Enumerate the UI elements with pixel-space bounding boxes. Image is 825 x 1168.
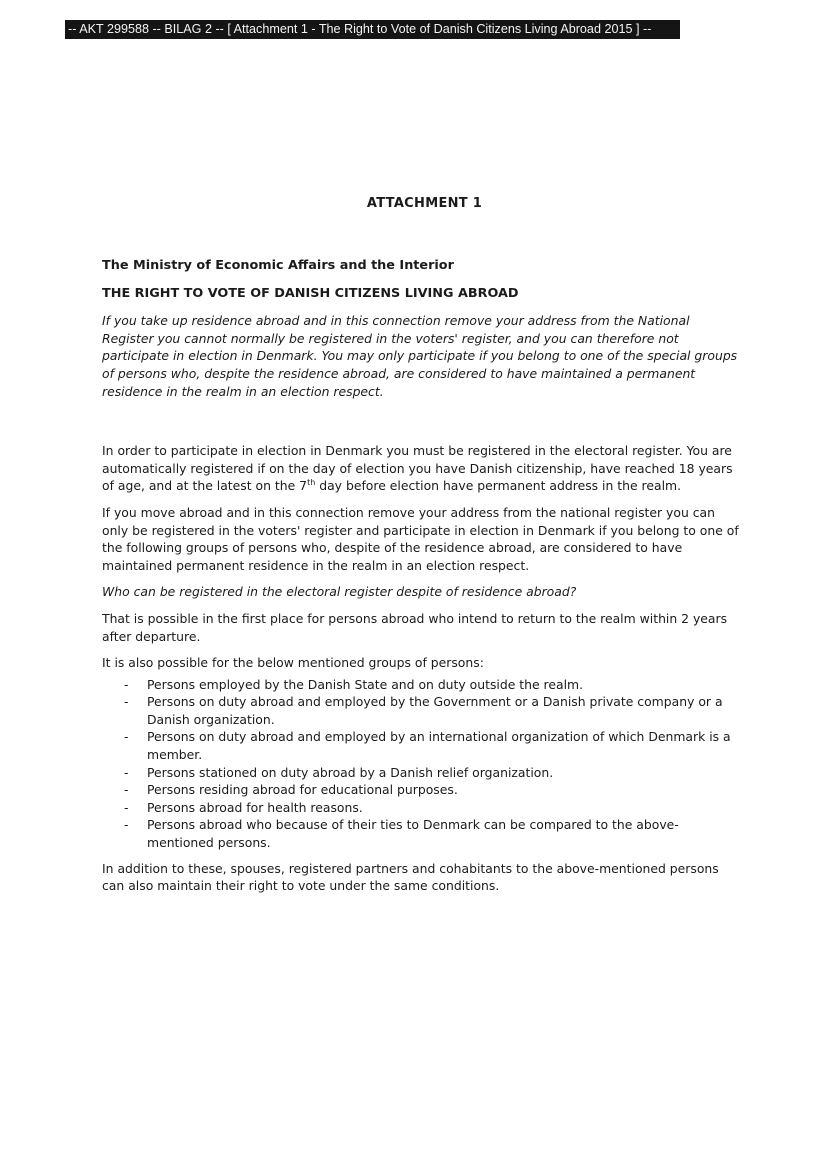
- list-item: [102, 676, 742, 694]
- paragraph-registration: [102, 442, 742, 495]
- list-item-text: Persons on duty abroad and employed by an international organization of which Denmark is a member.: [147, 729, 731, 763]
- paragraph-return-within-2-years: That is possible in the first place for persons abroad who intend to return to the realm within 2 years after departure.: [102, 610, 728, 644]
- paragraph-registration-text-start: In order to participate in election in Denmark you must be registered in the electoral register. You are automatically registered if on the day of election you have Danish citizenship, have reached 18 years of age, and at the latest on the 7: [102, 443, 733, 494]
- list-item: [102, 816, 742, 851]
- intro-paragraph: If you take up residence abroad and in this connection remove your address from the National Register you cannot normally be registered in the voters' register, and you can therefore not participate in election in Denmark. You may only participate if you belong to one of the special groups of persons who, despite the residence abroad, are considered to have maintained a permanent residence in the realm in an election respect.: [102, 313, 738, 399]
- list-item-text: Persons abroad who because of their ties to Denmark can be compared to the above-mentioned persons.: [147, 817, 679, 851]
- list-item: [102, 693, 742, 728]
- attachment-title: ATTACHMENT 1: [366, 196, 483, 211]
- groups-list: [102, 676, 742, 852]
- document-title: THE RIGHT TO VOTE OF DANISH CITIZENS LIVING ABROAD: [102, 285, 519, 301]
- bullet-dash: -: [124, 729, 129, 745]
- list-item: [102, 764, 742, 782]
- ministry-heading: The Ministry of Economic Affairs and the Interior: [102, 258, 454, 273]
- list-item: [102, 781, 742, 799]
- list-item-text: Persons abroad for health reasons.: [147, 799, 363, 815]
- paragraph-registration-text-end: day before election have permanent address in the realm.: [315, 478, 682, 494]
- bullet-dash: -: [124, 799, 129, 815]
- bullet-dash: -: [124, 782, 129, 798]
- bullet-dash: -: [124, 764, 129, 780]
- document-id-stamp: -- AKT 299588 -- BILAG 2 -- [ Attachment 1 - The Right to Vote of Danish Citizens Living Abroad 2015 ] --: [65, 20, 680, 39]
- paragraph-moving-abroad: If you move abroad and in this connection remove your address from the national register you can only be registered in the voters' register and participate in election in Denmark if you belong to one of the following groups of persons who, despite of the residence abroad, are considered to have maintained permanent residence in the realm in an election respect.: [102, 504, 739, 573]
- question-heading: Who can be registered in the electoral register despite of residence abroad?: [102, 584, 577, 600]
- document-body: [102, 257, 742, 904]
- ordinal-suffix: th: [307, 478, 316, 488]
- list-item-text: Persons on duty abroad and employed by the Government or a Danish private company or a Danish organization.: [147, 694, 723, 727]
- list-item-text: Persons residing abroad for educational purposes.: [147, 782, 458, 798]
- list-item: [102, 799, 742, 817]
- list-item: [102, 728, 742, 763]
- list-item-text: Persons stationed on duty abroad by a Danish relief organization.: [147, 764, 554, 780]
- bullet-dash: -: [124, 676, 129, 692]
- paragraph-spouses: In addition to these, spouses, registered partners and cohabitants to the above-mentioned persons can also maintain their right to vote under the same conditions.: [102, 860, 719, 894]
- paragraph-groups-intro: It is also possible for the below mentioned groups of persons:: [102, 655, 484, 671]
- list-item-text: Persons employed by the Danish State and on duty outside the realm.: [147, 676, 584, 692]
- bullet-dash: -: [124, 694, 129, 710]
- bullet-dash: -: [124, 817, 129, 833]
